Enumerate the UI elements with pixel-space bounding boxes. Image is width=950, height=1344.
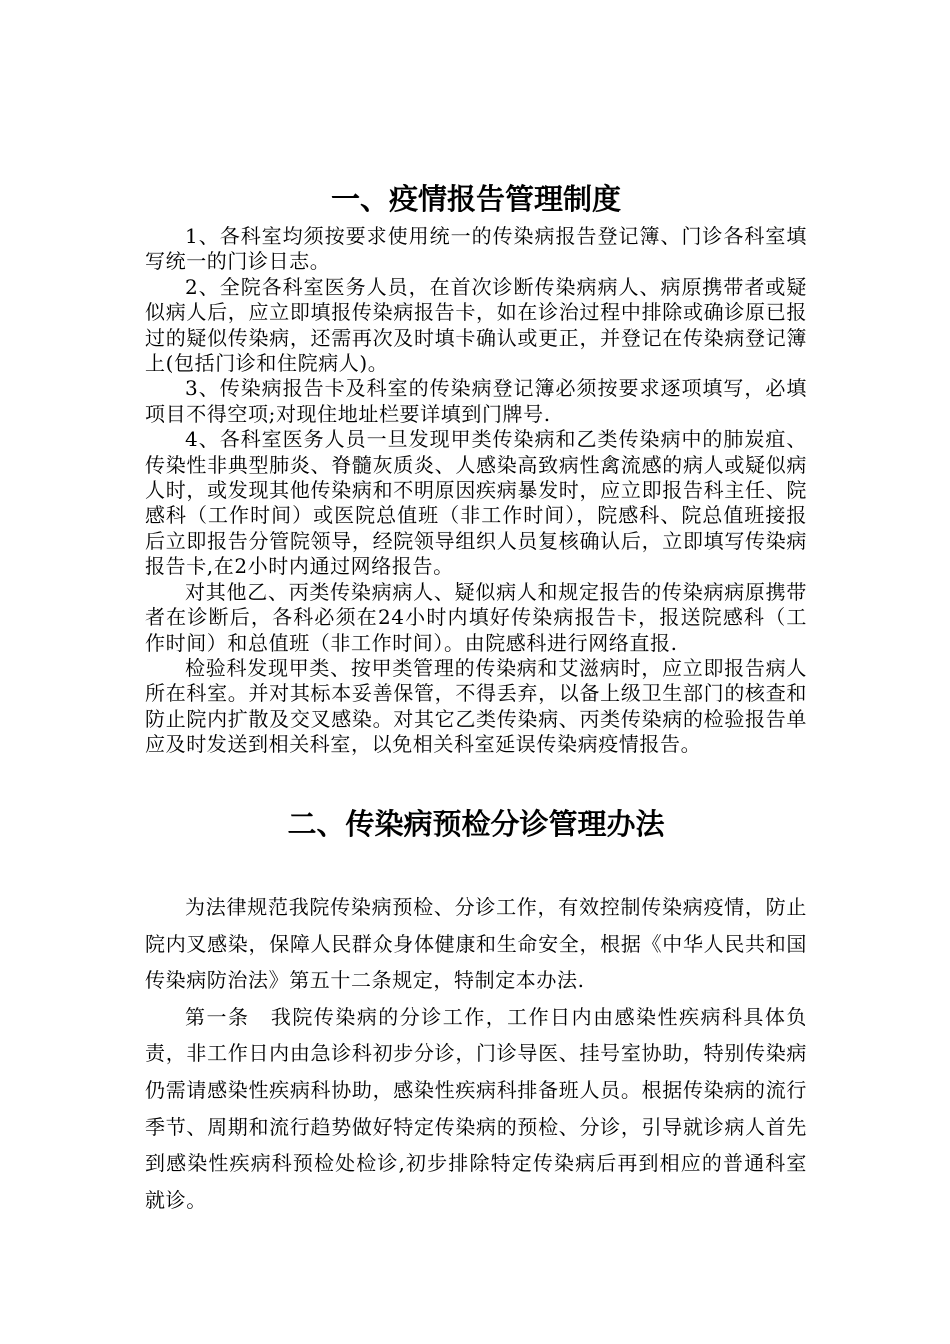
paragraph: 对其他乙、丙类传染病病人、疑似病人和规定报告的传染病病原携带者在诊断后，各科必须在24小时内填好传染病报告卡，报送院感科（工作时间）和总值班（非工作时间）。由院感科进行网络直报. xyxy=(145,579,807,655)
section-title-epidemic-report: 一、疫情报告管理制度 xyxy=(330,182,621,216)
section-body-triage xyxy=(145,889,807,1218)
paragraph: 为法律规范我院传染病预检、分诊工作，有效控制传染病疫情，防止院内叉感染，保障人民群众身体健康和生命安全，根据《中华人民共和国传染病防治法》第五十二条规定，特制定本办法. xyxy=(145,895,807,993)
paragraph: 2、全院各科室医务人员，在首次诊断传染病病人、病原携带者或疑似病人后，应立即填报传染病报告卡，如在诊治过程中排除或确诊原已报过的疑似传染病，还需再次及时填卡确认或更正，并登记在传染病登记簿上(包括门诊和住院病人)。 xyxy=(145,274,807,376)
section-body-epidemic-report xyxy=(145,224,807,758)
paragraph: 3、传染病报告卡及科室的传染病登记簿必须按要求逐项填写，必填项目不得空项;对现住地址栏要详填到门牌号. xyxy=(145,376,807,426)
section-title-triage: 二、传染病预检分诊管理办法 xyxy=(287,807,665,841)
paragraph: 检验科发现甲类、按甲类管理的传染病和艾滋病时，应立即报告病人所在科室。并对其标本妥善保管，不得丢弃，以备上级卫生部门的核查和防止院内扩散及交叉感染。对其它乙类传染病、丙类传染病的检验报告单应及时发送到相关科室，以免相关科室延误传染病疫情报告。 xyxy=(145,655,807,757)
paragraph: 4、各科室医务人员一旦发现甲类传染病和乙类传染病中的肺炭疽、传染性非典型肺炎、脊髓灰质炎、人感染高致病性禽流感的病人或疑似病人时，或发现其他传染病和不明原因疾病暴发时，应立即报告科主任、院感科（工作时间）或医院总值班（非工作时间），院感科、院总值班接报后立即报告分管院领导，经院领导组织人员复核确认后，立即填写传染病报告卡,在2小时内通过网络报告。 xyxy=(145,427,807,579)
paragraph: 1、各科室均须按要求使用统一的传染病报告登记簿、门诊各科室填写统一的门诊日志。 xyxy=(145,224,807,274)
paragraph: 第一条 我院传染病的分诊工作，工作日内由感染性疾病科具体负责，非工作日内由急诊科初步分诊，门诊导医、挂号室协助，特别传染病仍需请感染性疾病科协助，感染性疾病科排备班人员。根据传染病的流行季节、周期和流行趋势做好特定传染病的预检、分诊，引导就诊病人首先到感染性疾病科预检处检诊,初步排除特定传染病后再到相应的普通科室就诊。 xyxy=(145,1004,807,1212)
